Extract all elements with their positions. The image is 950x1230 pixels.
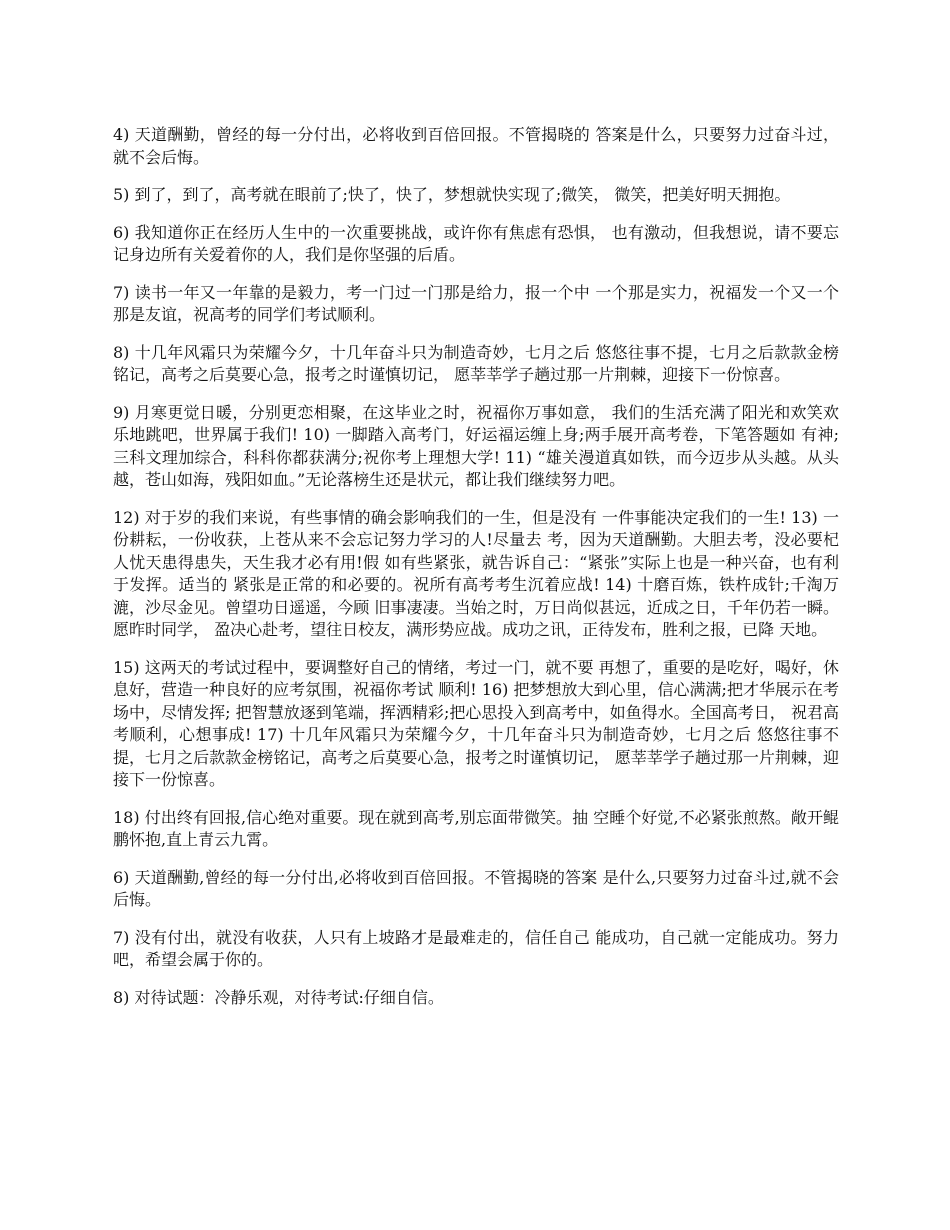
paragraph-2: 5) 到了，到了，高考就在眼前了;快了，快了，梦想就快实现了;微笑， 微笑，把美好明天拥抱。 <box>113 185 791 204</box>
paragraph-10: 6) 天道酬勤,曾经的每一分付出,必将收到百倍回报。不管揭晓的答案 是什么,只要努力过奋斗过,就不会后悔。 <box>113 867 839 909</box>
paragraph-8: 15) 这两天的考试过程中，要调整好自己的情绪，考过一门，就不要 再想了，重要的是吃好，喝好，休息好，营造一种良好的应考氛围，祝福你考试 顺利! 16) 把梦想放大到心里，信心满满;把才华展示在考场中，尽情发挥; 把智慧放逐到笔端，挥洒精彩;把心思投入到高考中，如鱼得水。全国高考日， 祝君高考顺利，心想事成! 17) 十几年风霜只为荣耀今夕，十几年奋斗只为制造奇妙，七月之后 悠悠往事不提，七月之后款款金榜铭记，高考之后莫要心急，报考之时谨慎切记， 愿莘莘学子趟过那一片荆棘，迎接下一份惊喜。 <box>113 657 839 789</box>
paragraph-6: 9) 月寒更觉日暖，分别更恋相聚，在这毕业之时，祝福你万事如意， 我们的生活充满了阳光和欢笑欢乐地跳吧，世界属于我们! 10) 一脚踏入高考门，好运福运缠上身;两手展开高考卷，下笔答题如 有神;三科文理加综合，科科你都获满分;祝你考上理想大学! 11) “雄关漫道真如铁，而今迈步从头越。从头越，苍山如海，残阳如血。”无论落榜生还是状元，都让我们继续努力吧。 <box>113 402 839 489</box>
paragraph-11: 7) 没有付出，就没有收获，人只有上坡路才是最难走的，信任自己 能成功，自己就一定能成功。努力吧，希望会属于你的。 <box>113 927 839 969</box>
paragraph-7: 12) 对于岁的我们来说，有些事情的确会影响我们的一生，但是没有 一件事能决定我们的一生! 13) 一份耕耘，一份收获，上苍从来不会忘记努力学习的人!尽量去 考，因为天道酬勤。大胆去考，没必要杞人忧天患得患失，天生我才必有用!假 如有些紧张，就告诉自己：“紧张”实际上也是一种兴奋，也有利于发挥。适当的 紧张是正常的和必要的。祝所有高考考生沉着应战! 14) 十磨百炼，铁杵成针;千淘万漉，沙尽金见。曾望功日遥遥，今顾 旧事凄凄。当始之时，万日尚似甚远，近成之日，千年仍若一瞬。愿昨时同学， 盈决心赴考，望往日校友，满形势应战。成功之讯，正待发布，胜利之报，已降 天地。 <box>113 507 839 639</box>
paragraph-4: 7) 读书一年又一年靠的是毅力，考一门过一门那是给力，报一个中 一个那是实力，祝福发一个又一个那是友谊，祝高考的同学们考试顺利。 <box>113 282 839 324</box>
paragraph-9: 18) 付出终有回报,信心绝对重要。现在就到高考,别忘面带微笑。抽 空睡个好觉,不必紧张煎熬。敞开鲲鹏怀抱,直上青云九霄。 <box>113 807 839 849</box>
document-body <box>113 124 839 1024</box>
paragraph-12: 8) 对待试题：冷静乐观，对待考试:仔细自信。 <box>113 987 444 1007</box>
paragraph-3: 6) 我知道你正在经历人生中的一次重要挑战，或许你有焦虑有恐惧， 也有激动，但我想说，请不要忘记身边所有关爱着你的人，我们是你坚强的后盾。 <box>113 222 839 264</box>
paragraph-1: 4) 天道酬勤，曾经的每一分付出，必将收到百倍回报。不管揭晓的 答案是什么，只要努力过奋斗过，就不会后悔。 <box>113 125 839 167</box>
paragraph-5: 8) 十几年风霜只为荣耀今夕，十几年奋斗只为制造奇妙，七月之后 悠悠往事不提，七月之后款款金榜铭记，高考之后莫要心急，报考之时谨慎切记， 愿莘莘学子趟过那一片荆棘，迎接下一份惊喜。 <box>113 342 839 384</box>
